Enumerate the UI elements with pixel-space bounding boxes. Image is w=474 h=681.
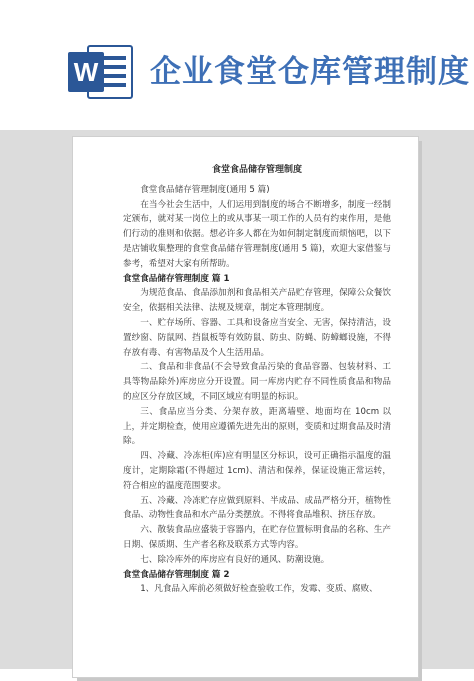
header-banner bbox=[0, 0, 474, 150]
paragraph: 三、食品应当分类、分架存放，距离墙壁、地面均在 10cm 以上，并定期检查，使用应遵循先进先出的原则，变质和过期食品及时清除。 bbox=[123, 406, 391, 447]
paragraph: 一、贮存场所、容器、工具和设备应当安全、无害，保持清洁，设置纱窗、防鼠网、挡鼠板等有效防鼠、防虫、防蝇、防蟑螂设施，不得存放有毒、有害物品及个人生活用品。 bbox=[123, 317, 391, 358]
paragraph: 六、散装食品应盛装于容器内，在贮存位置标明食品的名称、生产日期、保质期、生产者名称及联系方式等内容。 bbox=[123, 525, 391, 550]
word-document-icon bbox=[68, 42, 134, 102]
paragraph: 七、除冷库外的库房应有良好的通风、防潮设施。 bbox=[140, 554, 330, 565]
document-page bbox=[72, 136, 419, 678]
paragraph: 二、食品和非食品(不会导致食品污染的食品容器、包装材料、工具等物品除外)库房应分开设置。同一库房内贮存不同性质食品和物品的应区分存放区域，不同区域应有明显的标识。 bbox=[123, 362, 391, 402]
document-title: 食堂食品储存管理制度 bbox=[211, 165, 302, 175]
section-heading: 食堂食品储存管理制度 篇 1 bbox=[123, 273, 230, 284]
paragraph: 四、冷藏、冷冻柜(库)应有明显区分标识，设可正确指示温度的温度计，定期除霜(不得超过 1cm)、清洁和保养，保证设施正常运转，符合相应的温度范围要求。 bbox=[123, 451, 391, 491]
paragraph-list bbox=[123, 183, 391, 597]
paragraph: 为规范食品、食品添加剂和食品相关产品贮存管理，保障公众餐饮安全，依据相关法律、法规及规章，制定本管理制度。 bbox=[123, 288, 391, 314]
section-heading: 食堂食品储存管理制度 篇 2 bbox=[123, 569, 230, 580]
document-body bbox=[123, 163, 391, 597]
paragraph: 在当今社会生活中，人们运用到制度的场合不断增多，制度一经制定颁布，就对某一岗位上的或从事某一项工作的人员有约束作用，是他们行动的准则和依据。想必许多人都在为如何制定制度而烦恼吧，以下是店铺收集整理的食堂食品储存管理制度(通用 5 篇)，欢迎大家借鉴与参考，希望对大家有所帮助。 bbox=[123, 199, 391, 269]
word-icon-letter: W bbox=[73, 57, 99, 87]
paragraph: 食堂食品储存管理制度(通用 5 篇) bbox=[140, 184, 270, 195]
page-title: 企业食堂仓库管理制度 bbox=[150, 54, 470, 90]
paragraph: 五、冷藏、冷冻贮存应做到原料、半成品、成品严格分开，植物性食品、动物性食品和水产品分类摆放。不得将食品堆积、挤压存放。 bbox=[123, 495, 391, 521]
paragraph: 1、凡食品入库前必须做好检查验收工作，发霉、变质、腐败、 bbox=[140, 584, 378, 595]
